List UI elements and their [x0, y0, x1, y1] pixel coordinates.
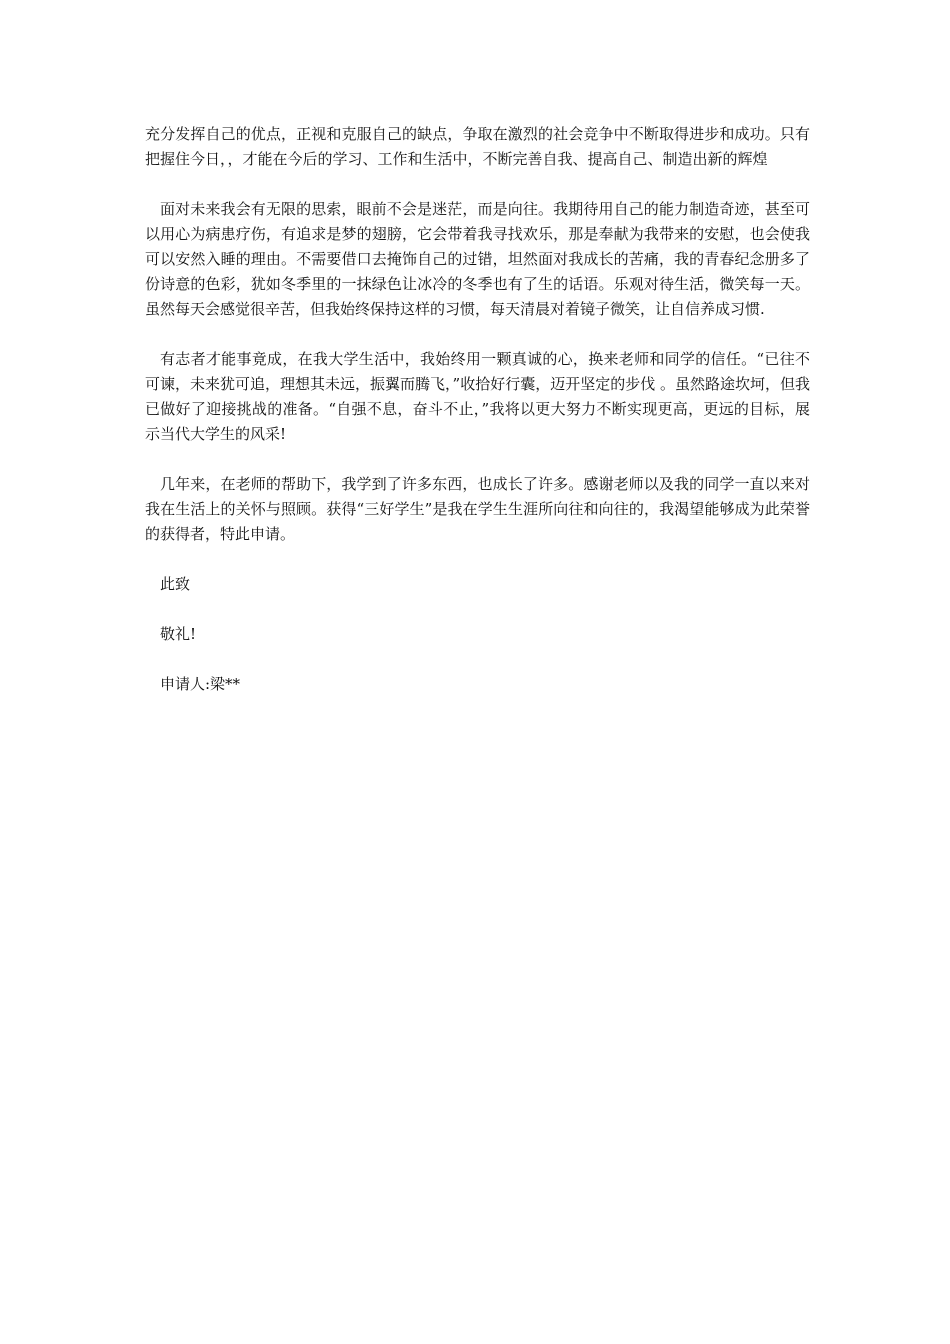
paragraph-4: 几年来，在老师的帮助下，我学到了许多东西，也成长了许多。感谢老师以及我的同学一直以来对我在生活上的关怀与照顾。获得“三好学生”是我在学生生涯所向往和向往的，我渴望能够成为此荣誉的获得者，特此申请。: [145, 475, 810, 543]
closing-greeting: 此致: [160, 575, 191, 593]
paragraph-1: 充分发挥自己的优点，正视和克服自己的缺点，争取在激烈的社会竞争中不断取得进步和成功。只有把握住今日，，才能在今后的学习、工作和生活中，不断完善自我、提高自己、制造出新的辉煌: [145, 125, 810, 168]
paragraph-2: 面对未来我会有无限的思索，眼前不会是迷茫，而是向往。我期待用自己的能力制造奇迹，甚至可以用心为病患疗伤，有追求是梦的翅膀，它会带着我寻找欢乐，那是奉献为我带来的安慰，也会使我可以安然入睡的理由。不需要借口去掩饰自己的过错，坦然面对我成长的苦痛，我的青春纪念册多了份诗意的色彩，犹如冬季里的一抹绿色让冰冷的冬季也有了生的话语。乐观对待生活，微笑每一天。虽然每天会感觉很辛苦，但我始终保持这样的习惯，每天清晨对着镜子微笑，让自信养成习惯.: [145, 200, 810, 318]
closing-salute: 敬礼!: [160, 625, 197, 643]
paragraph-3: 有志者才能事竟成，在我大学生活中，我始终用一颗真诚的心，换来老师和同学的信任。“已往不可谏，未来犹可追，理想其未远，振翼而腾飞，”收拾好行囊，迈开坚定的步伐 。虽然路途坎坷，但我已做好了迎接挑战的准备。“自强不息，奋斗不止，”我将以更大努力不断实现更高，更远的目标，展示当代大学生的风采!: [145, 350, 810, 443]
document-body: [145, 122, 810, 722]
applicant-signature: 申请人:梁**: [160, 675, 241, 693]
